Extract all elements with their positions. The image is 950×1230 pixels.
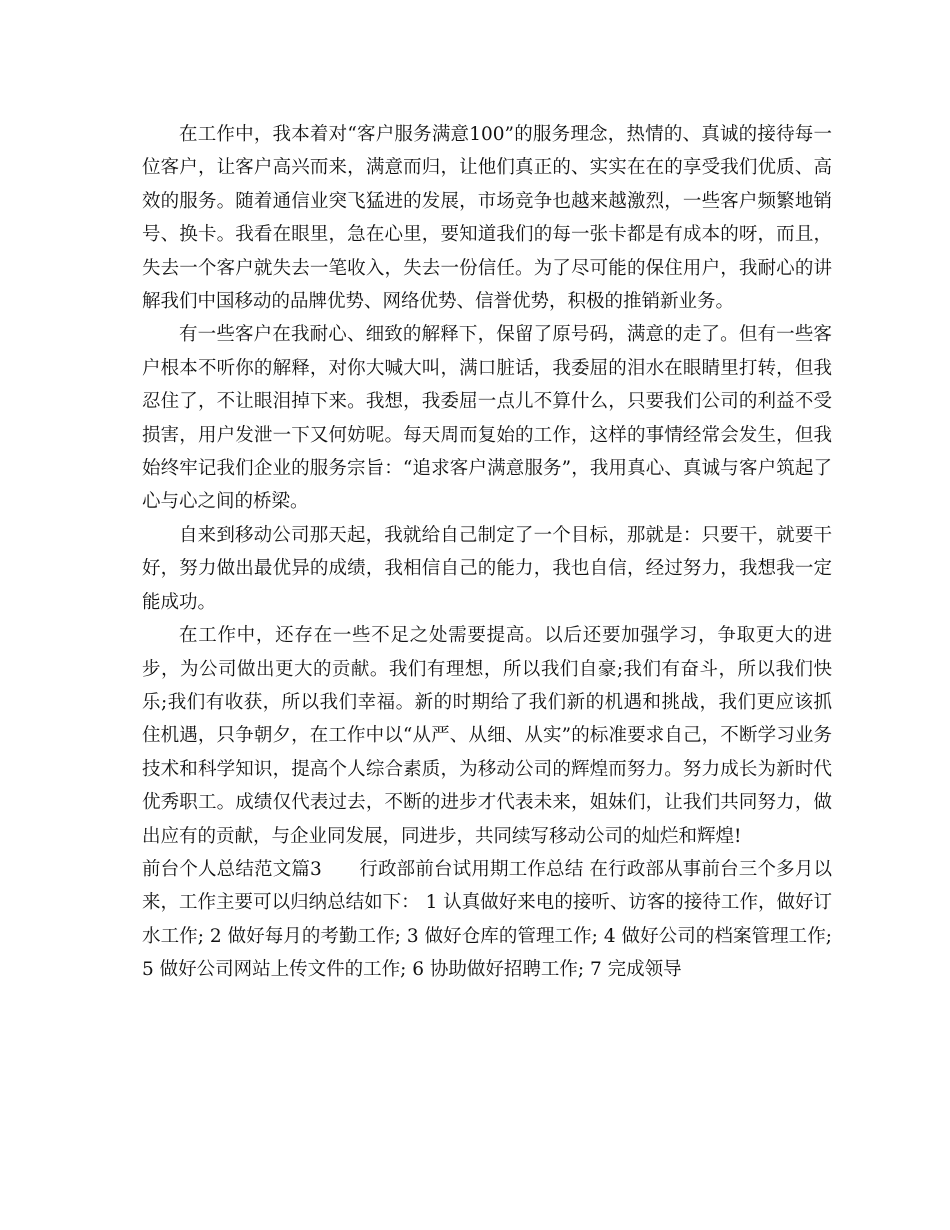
document-body xyxy=(142,118,832,987)
paragraph-personal-goal: 自来到移动公司那天起，我就给自己制定了一个目标，那就是：只要干，就要干好，努力做出最优异的成绩，我相信自己的能力，我也自信，经过努力，我想我一定能成功。 xyxy=(142,524,832,613)
paragraph-improvement: 在工作中，还存在一些不足之处需要提高。以后还要加强学习，争取更大的进步，为公司做出更大的贡献。我们有理想，所以我们自豪;我们有奋斗，所以我们快乐;我们有收获，所以我们幸福。新的时期给了我们新的机遇和挑战，我们更应该抓住机遇，只争朝夕，在工作中以“从严、从细、从实”的标准要求自己，不断学习业务技术和科学知识，提高个人综合素质，为移动公司的辉煌而努力。努力成长为新时代优秀职工。成绩仅代表过去，不断的进步才代表未来，姐妹们，让我们共同努力，做出应有的贡献，与企业同发展，同进步，共同续写移动公司的灿烂和辉煌! xyxy=(142,625,832,847)
paragraph-customer-complaints: 有一些客户在我耐心、细致的解释下，保留了原号码，满意的走了。但有一些客户根本不听你的解释，对你大喊大叫，满口脏话，我委屈的泪水在眼睛里打转，但我忍住了，不让眼泪掉下来。我想，我委屈一点儿不算什么，只要我们公司的利益不受损害，用户发泄一下又何妨呢。每天周而复始的工作，这样的事情经常会发生，但我始终牢记我们企业的服务宗旨：“追求客户满意服务”，我用真心、真诚与客户筑起了心与心之间的桥梁。 xyxy=(142,324,832,513)
section-reception-summary: 前台个人总结范文篇3 行政部前台试用期工作总结 在行政部从事前台三个多月以来，工作主要可以归纳总结如下： 1 认真做好来电的接听、访客的接待工作，做好订水工作; 2 做好每月的考勤工作; 3 做好仓库的管理工作; 4 做好公司的档案管理工作; 5 做好公司网站上传文件的工作; 6 协助做好招聘工作; 7 完成领导 xyxy=(142,858,832,981)
paragraph-customer-service: 在工作中，我本着对“客户服务满意100”的服务理念，热情的、真诚的接待每一位客户，让客户高兴而来，满意而归，让他们真正的、实实在在的享受我们优质、高效的服务。随着通信业突飞猛进的发展，市场竞争也越来越激烈，一些客户频繁地销号、换卡。我看在眼里，急在心里，要知道我们的每一张卡都是有成本的呀，而且，失去一个客户就失去一笔收入，失去一份信任。为了尽可能的保住用户，我耐心的讲解我们中国移动的品牌优势、网络优势、信誉优势，积极的推销新业务。 xyxy=(142,124,832,313)
